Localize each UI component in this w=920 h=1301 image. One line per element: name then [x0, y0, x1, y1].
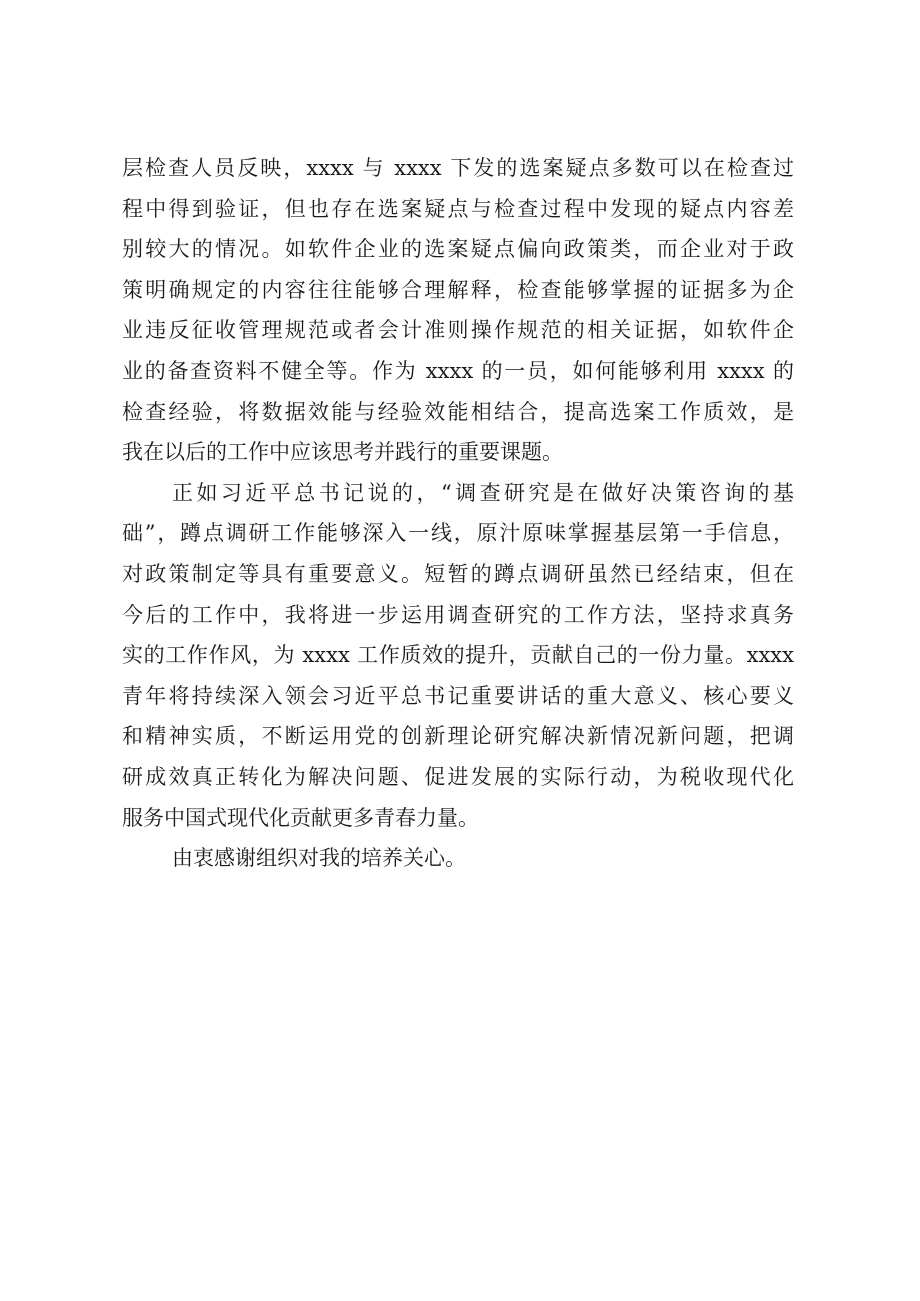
text-line: 策明确规定的内容往往能够合理解释，检查能够掌握的证据多为企	[122, 277, 794, 302]
paragraph-2	[122, 473, 794, 838]
text-line: 程中得到验证，但也存在选案疑点与检查过程中发现的疑点内容差	[122, 196, 794, 221]
text-line: 青年将持续深入领会习近平总书记重要讲话的重大意义、核心要义	[122, 683, 794, 708]
text-line: 正如习近平总书记说的，“调查研究是在做好决策咨询的基	[172, 480, 794, 505]
text-line: 对政策制定等具有重要意义。短暂的蹲点调研虽然已经结束，但在	[122, 561, 794, 586]
text-line: 我在以后的工作中应该思考并践行的重要课题。	[122, 440, 563, 465]
text-line: 业违反征收管理规范或者会计准则操作规范的相关证据，如软件企	[122, 318, 794, 343]
paragraph-1	[122, 148, 794, 473]
text-line: 业的备查资料不健全等。作为 xxxx 的一员，如何能够利用 xxxx 的	[122, 358, 794, 383]
text-line: 别较大的情况。如软件企业的选案疑点偏向政策类，而企业对于政	[122, 237, 794, 262]
text-line: 检查经验，将数据效能与经验效能相结合，提高选案工作质效，是	[122, 399, 794, 424]
text-line: 研成效真正转化为解决问题、促进发展的实际行动，为税收现代化	[122, 764, 794, 789]
text-line: 服务中国式现代化贡献更多青春力量。	[122, 805, 479, 830]
text-line: 实的工作作风，为 xxxx 工作质效的提升，贡献自己的一份力量。xxxx	[122, 643, 794, 668]
text-line: 层检查人员反映，xxxx 与 xxxx 下发的选案疑点多数可以在检查过	[122, 156, 794, 180]
document-body	[122, 148, 794, 879]
text-line: 今后的工作中，我将进一步运用调查研究的工作方法，坚持求真务	[122, 602, 794, 627]
text-line: 由衷感谢组织对我的培养关心。	[172, 846, 466, 871]
text-line: 和精神实质，不断运用党的创新理论研究解决新情况新问题，把调	[122, 724, 794, 749]
paragraph-3	[122, 838, 794, 879]
text-line: 础”，蹲点调研工作能够深入一线，原汁原味掌握基层第一手信息，	[122, 521, 794, 546]
